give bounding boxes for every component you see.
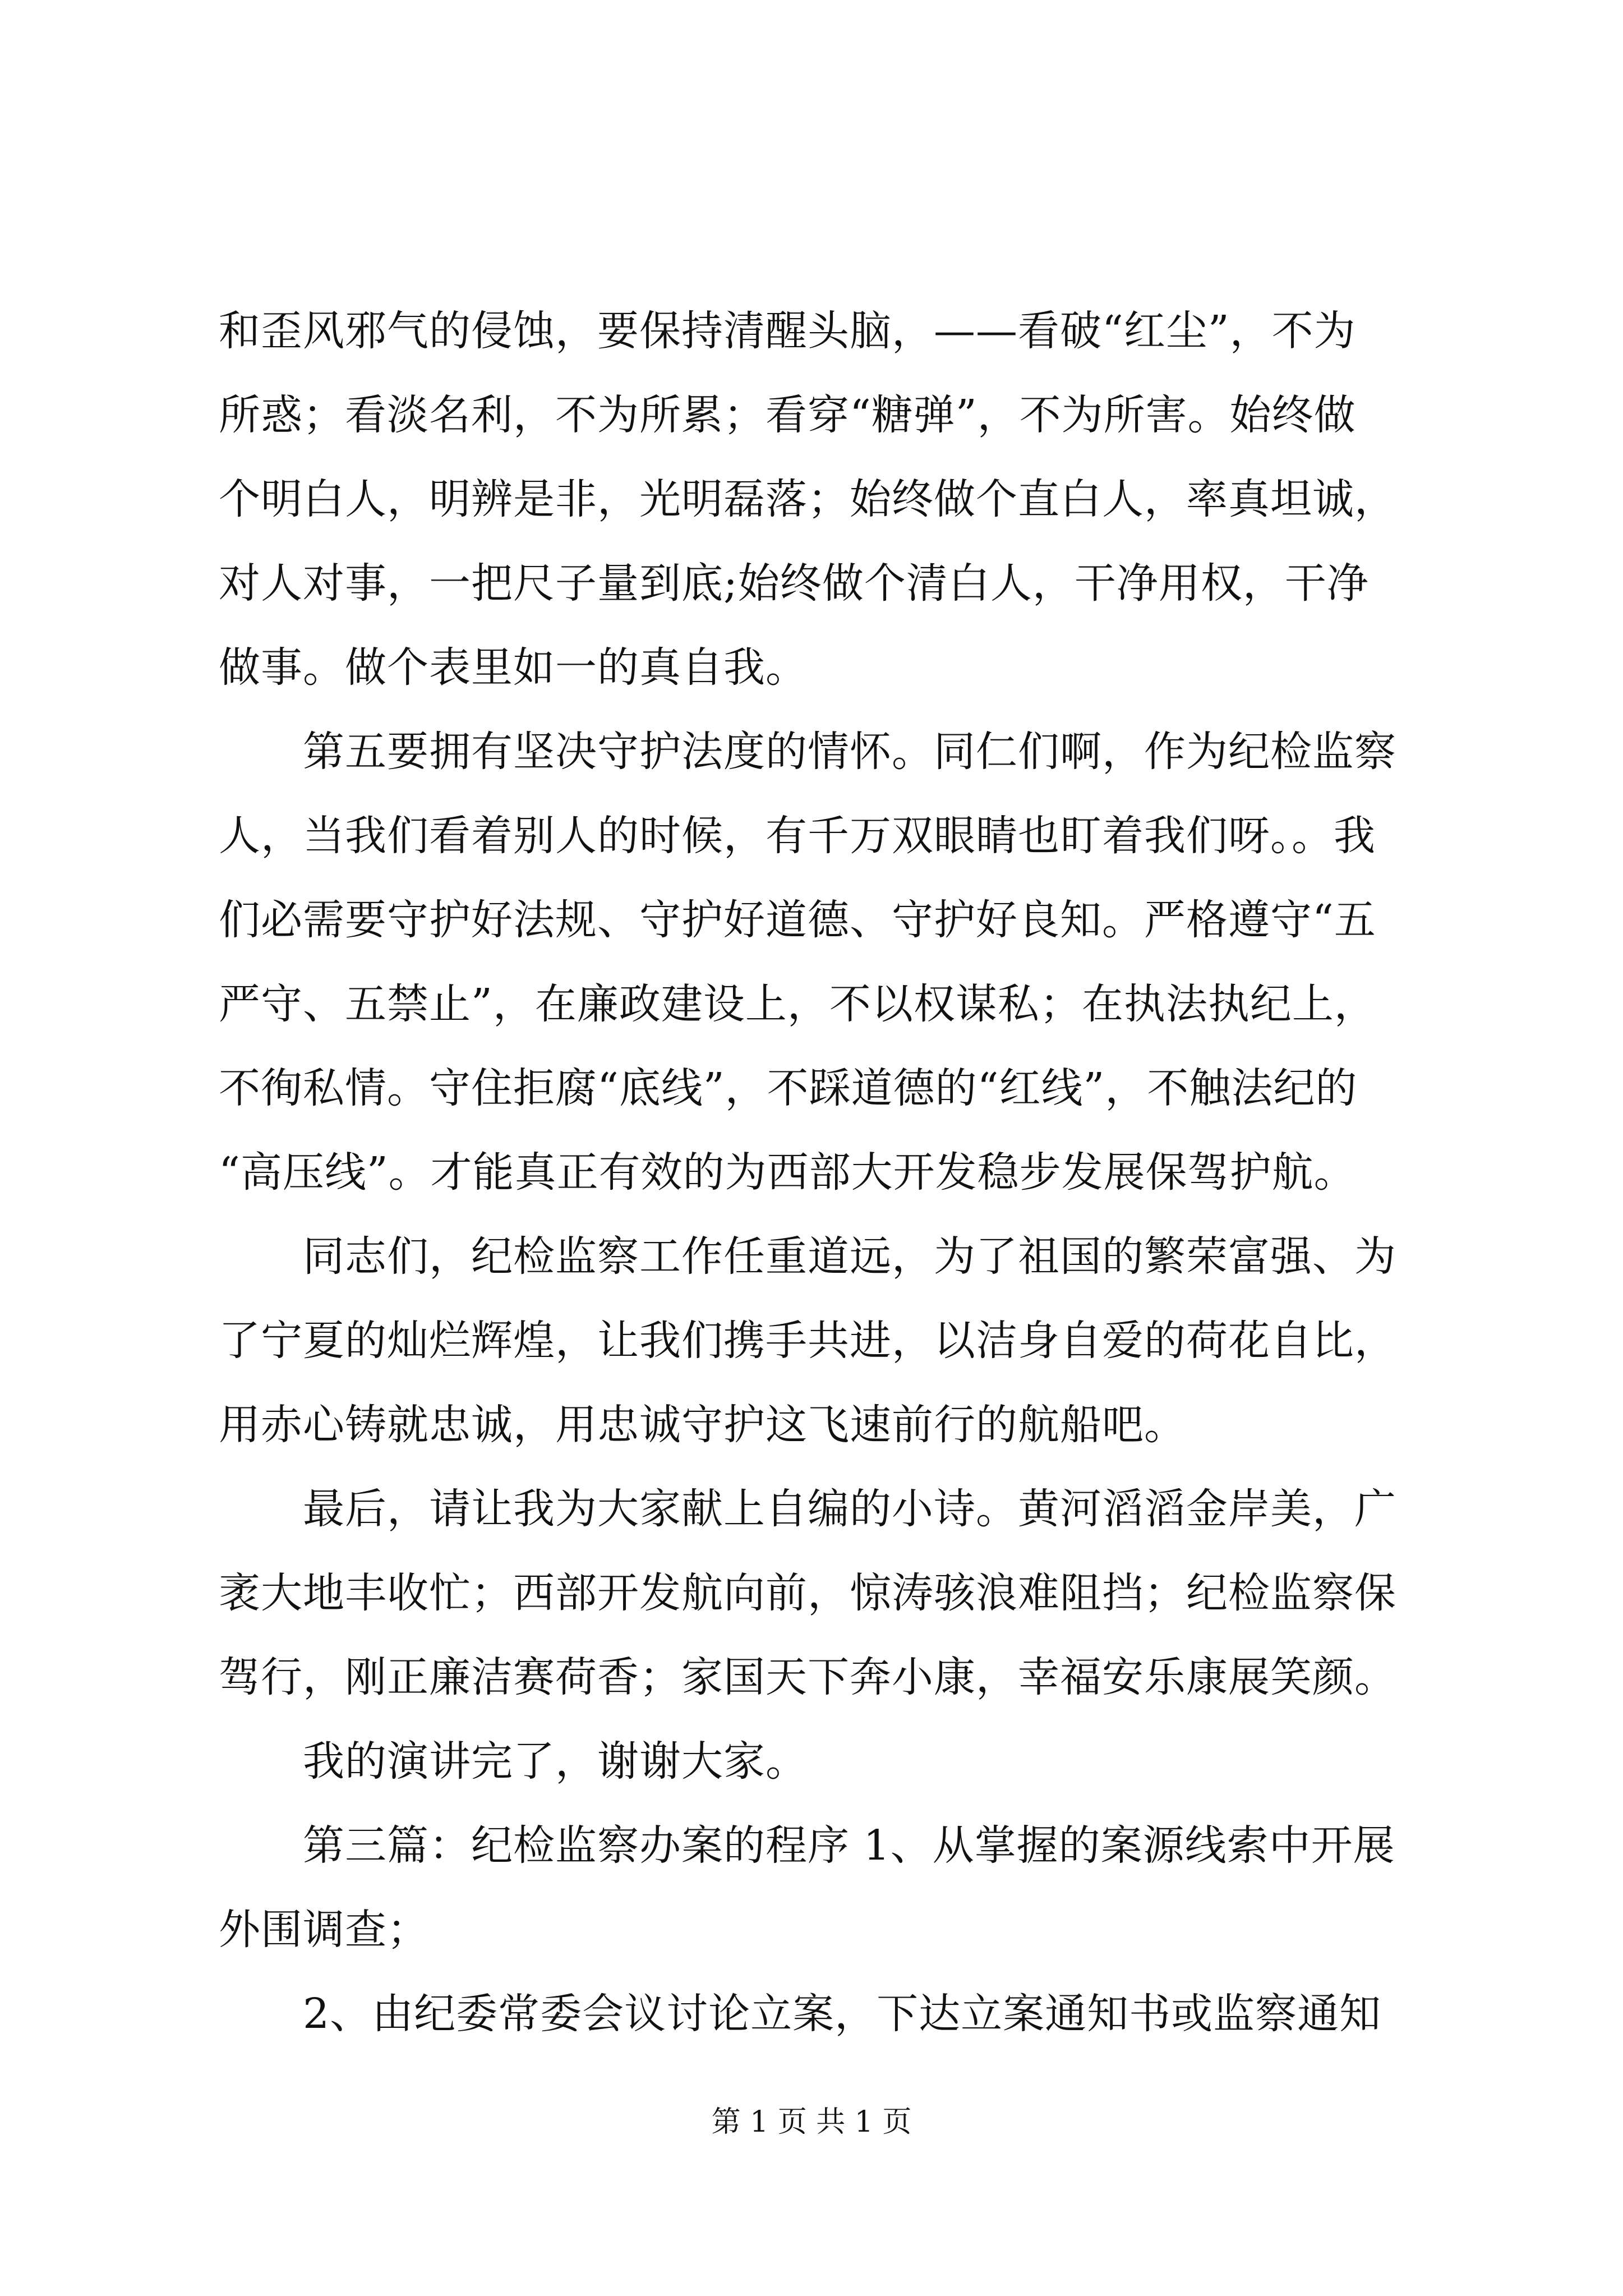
text-line-17: 驾行，刚正廉洁赛荷香；家国天下奔小康，幸福安乐康展笑颜。 (219, 1653, 1396, 1701)
paragraph-start-line-18: 我的演讲完了，谢谢大家。 (303, 1737, 808, 1786)
text-line-1: 和歪风邪气的侵蚀，要保持清醒头脑，——看破“红尘”，不为 (219, 307, 1356, 355)
page-number-footer: 第 1 页 共 1 页 (711, 2105, 912, 2139)
text-line-13: 了宁夏的灿烂辉煌，让我们携手共进，以洁身自爱的荷花自比， (219, 1317, 1396, 1365)
text-line-20: 外围调查； (219, 1906, 429, 1954)
text-line-10: 不徇私情。守住拒腐“底线”，不踩道德的“红线”，不触法纪的 (219, 1064, 1358, 1112)
paragraph-start-line-15: 最后，请让我为大家献上自编的小诗。黄河滔滔金岸美，广 (303, 1485, 1396, 1533)
paragraph-start-line-6: 第五要拥有坚决守护法度的情怀。同仁们啊，作为纪检监察 (303, 728, 1396, 776)
text-line-9: 严守、五禁止”，在廉政建设上，不以权谋私；在执法执纪上， (219, 980, 1376, 1028)
text-line-2: 所惑；看淡名利，不为所累；看穿“糖弹”，不为所害。始终做 (219, 391, 1356, 439)
text-line-16: 袤大地丰收忙；西部开发航向前，惊涛骇浪难阻挡；纪检监察保 (219, 1569, 1396, 1617)
text-line-4: 对人对事，一把尺子量到底;始终做个清白人，干净用权，干净 (219, 559, 1369, 608)
paragraph-start-line-21: 2、由纪委常委会议讨论立案，下达立案通知书或监察通知 (303, 1990, 1382, 2038)
paragraph-start-line-19: 第三篇：纪检监察办案的程序 1、从掌握的案源线索中开展 (303, 1821, 1395, 1870)
text-line-14: 用赤心铸就忠诚，用忠诚守护这飞速前行的航船吧。 (219, 1401, 1186, 1449)
text-line-8: 们必需要守护好法规、守护好道德、守护好良知。严格遵守“五 (219, 896, 1376, 944)
text-line-7: 人，当我们看着别人的时候，有千万双眼睛也盯着我们呀。。我 (219, 812, 1376, 860)
text-line-11: “高压线”。才能真正有效的为西部大开发稳步发展保驾护航。 (219, 1148, 1356, 1197)
text-line-5: 做事。做个表里如一的真自我。 (219, 643, 808, 692)
text-line-3: 个明白人，明辨是非，光明磊落；始终做个直白人，率真坦诚， (219, 475, 1396, 523)
paragraph-start-line-12: 同志们，纪检监察工作任重道远，为了祖国的繁荣富强、为 (303, 1232, 1396, 1281)
